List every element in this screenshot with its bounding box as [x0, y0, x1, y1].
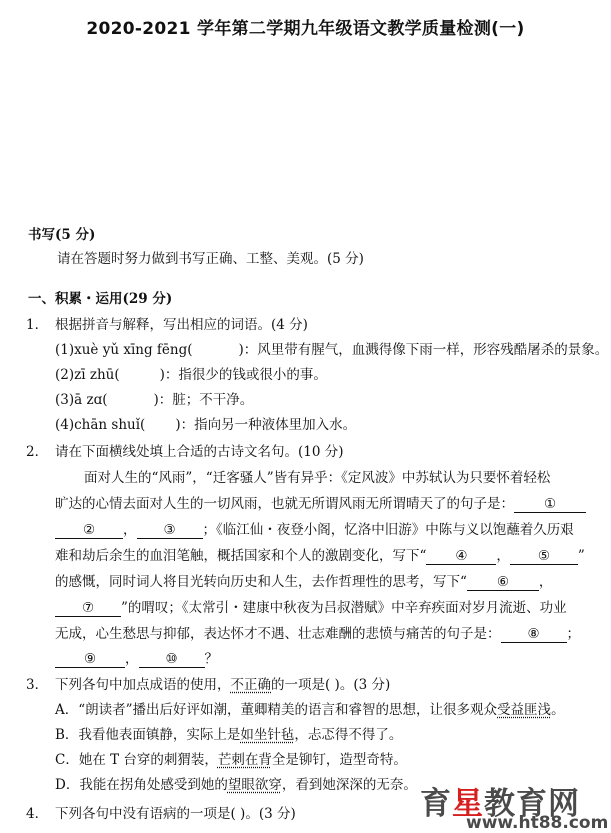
q2-blank-6[interactable]: ⑥: [467, 574, 539, 591]
q2-comma: ，: [538, 574, 553, 590]
q3-option-d-text: ，看到她深深的无奈。: [281, 777, 417, 793]
q2-passage-text: 旷达的心情去面对人生的一切风雨，也就无所谓风雨无所谓晴天了的句子是：: [55, 496, 514, 512]
q3-option-a-idiom: 受益匪浅: [497, 702, 552, 718]
q4-number: 4．: [26, 806, 49, 822]
q1-item-4: [55, 416, 356, 434]
exam-title: 2020-2021 学年第二学期九年级语文教学质量检测(一): [86, 19, 525, 39]
q2-quote: ”: [577, 548, 585, 564]
writing-heading: 书写(5 分): [28, 227, 96, 243]
q1-item-1-definition: )：风里带有腥气，血溅得像下雨一样，形容残酷屠杀的景象。: [238, 342, 609, 358]
q2-blank-1[interactable]: ①: [514, 496, 586, 513]
q1-item-4-pinyin: (4)chān shuǐ(: [55, 417, 146, 433]
q3-option-b[interactable]: [55, 726, 402, 744]
q3-option-c-text: 全是铆钉，造型奇特。: [271, 752, 407, 768]
watermark-char: 育: [516, 786, 548, 822]
q2-passage-text: 难和劫后余生的血泪笔触，概括国家和个人的激剧变化，写下“: [55, 548, 427, 564]
q4-stem: 下列各句中没有语病的一项是( )。(3 分): [55, 806, 296, 822]
q3-option-d-idiom: 望眼欲穿: [227, 777, 282, 793]
site-watermark: [420, 778, 610, 833]
q2-passage-text: 的感慨，同时词人将目光转向历史和人生，去作哲理性的思考，写下“: [55, 574, 467, 590]
q2-passage-text: ”的喟叹；《太常引・建康中秋夜为吕叔潜赋》中辛弃疾面对岁月流逝、功业: [121, 600, 567, 616]
q2-blank-7[interactable]: ⑦: [55, 600, 121, 617]
q3-stem-text: 下列各句中加点成语的使用，: [55, 677, 231, 693]
q1-item-2: [55, 366, 327, 384]
q2-passage-line-8: [55, 650, 218, 668]
q3-stem: [55, 676, 390, 694]
watermark-char: 教: [484, 786, 516, 822]
writing-instruction: 请在答题时努力做到书写正确、工整、美观。(5 分): [57, 251, 364, 267]
q2-blank-3[interactable]: ③: [137, 522, 203, 539]
q1-item-1: [55, 341, 608, 359]
q2-blank-2[interactable]: ②: [55, 522, 123, 539]
q2-passage-line-1: 面对人生的“风雨”，“迁客骚人”皆有异乎：《定风波》中苏轼认为只要怀着轻松: [84, 470, 551, 486]
q2-passage-line-5: [55, 573, 552, 591]
q3-stem-text: 的一项是( )。(3 分): [271, 677, 391, 693]
q3-option-d-text: D．我能在拐角处感受到她的: [55, 777, 228, 793]
watermark-char: 网: [548, 786, 580, 822]
q1-number: 1．: [26, 317, 49, 333]
q3-option-b-text: ，忐忑得不得了。: [294, 727, 403, 743]
q2-passage-line-7: [55, 625, 580, 643]
q3-option-a-text: 。: [551, 702, 565, 718]
q2-passage-line-3: [55, 521, 574, 539]
watermark-char: 育: [420, 786, 452, 822]
q2-comma: ，: [123, 522, 137, 538]
q2-blank-9[interactable]: ⑨: [55, 651, 125, 668]
q1-item-2-definition: )：指很少的钱或很小的事。: [159, 367, 327, 383]
q2-passage-line-4: [55, 547, 585, 565]
q3-option-b-idiom: 如坐针毡: [240, 727, 295, 743]
q2-blank-8[interactable]: ⑧: [501, 626, 567, 643]
q1-stem: 根据拼音与解释，写出相应的词语。(4 分): [55, 317, 308, 333]
q3-stem-emphasis: 不正确: [230, 677, 271, 693]
q3-number: 3．: [26, 677, 49, 693]
q2-blank-4[interactable]: ④: [426, 548, 496, 565]
q3-option-d[interactable]: [55, 776, 417, 794]
q1-item-2-pinyin: (2)zī zhū(: [55, 367, 120, 383]
q3-option-a-text: A．“朗读者”播出后好评如潮，董卿精美的语言和睿智的思想，让很多观众: [55, 702, 498, 718]
q1-item-3: [55, 391, 253, 409]
q1-item-1-pinyin: (1)xuè yǔ xīng fēng(: [55, 342, 193, 358]
q2-comma: ，: [496, 548, 510, 564]
q2-semicolon: ；: [566, 626, 580, 642]
q2-stem: 请在下面横线处填上合适的古诗文名句。(10 分): [55, 444, 344, 460]
q2-passage-line-2: [55, 495, 586, 513]
q2-question-mark: ？: [204, 651, 218, 667]
q3-option-c[interactable]: [55, 751, 407, 769]
watermark-char-accent: 星: [452, 786, 484, 822]
q2-number: 2．: [26, 444, 49, 460]
q3-option-c-idiom: 芒刺在背: [217, 752, 272, 768]
q1-item-4-definition: )：指向另一种液体里加入水。: [175, 417, 357, 433]
section1-heading: 一、积累・运用(29 分): [28, 291, 173, 307]
q1-item-3-pinyin: (3)ā zɑ(: [55, 392, 108, 408]
q2-blank-5[interactable]: ⑤: [510, 548, 578, 565]
q3-option-c-text: C．她在 T 台穿的刺猬装，: [55, 752, 218, 768]
q2-blank-10[interactable]: ⑩: [139, 651, 205, 668]
q2-passage-line-6: [55, 599, 567, 617]
q2-passage-text: 无成，心生愁思与抑郁，表达怀才不遇、壮志难酬的悲愤与痛苦的句子是：: [55, 626, 501, 642]
q1-item-3-definition: )：脏；不干净。: [153, 392, 254, 408]
q2-comma: ，: [125, 651, 139, 667]
watermark-url: www.ht88.com: [466, 813, 609, 833]
q3-option-a[interactable]: [55, 701, 565, 719]
q3-option-b-text: B．我看他表面镇静，实际上是: [55, 727, 241, 743]
q2-passage-text: ；《临江仙・夜登小阁，忆洛中旧游》中陈与义以饱蘸着久历艰: [202, 522, 574, 538]
